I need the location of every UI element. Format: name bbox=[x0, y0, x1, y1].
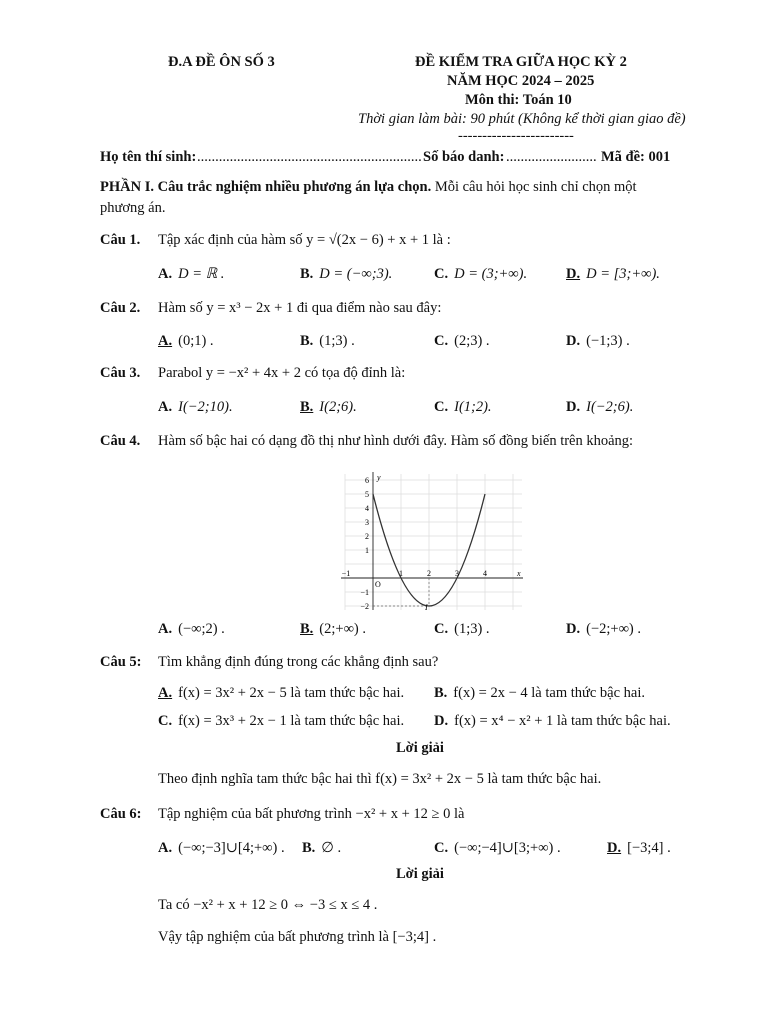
option-text: I(−2;6). bbox=[586, 399, 634, 415]
sbd-dots: ......................... bbox=[506, 149, 597, 165]
parabola-graph bbox=[337, 466, 527, 612]
option-text: (0;1) . bbox=[178, 333, 214, 349]
option-a[interactable] bbox=[158, 266, 224, 283]
x-tick-labels bbox=[342, 569, 487, 578]
option-label: A. bbox=[158, 685, 173, 701]
doc-left-title: Đ.A ĐỀ ÔN SỐ 3 bbox=[168, 54, 275, 70]
part1-instruction-cont: phương án. bbox=[100, 200, 166, 216]
y-tick-label: 3 bbox=[365, 518, 369, 527]
grid bbox=[345, 474, 522, 610]
exam-title: ĐỀ KIỂM TRA GIỮA HỌC KỲ 2 bbox=[415, 54, 627, 70]
option-c[interactable] bbox=[158, 713, 404, 730]
option-label: B. bbox=[434, 685, 448, 701]
x-tick-label: 1 bbox=[399, 569, 403, 578]
part1-intro bbox=[100, 179, 637, 196]
y-tick-label: 6 bbox=[365, 476, 369, 485]
option-text: [−3;4] . bbox=[627, 840, 671, 856]
option-label: B. bbox=[300, 333, 314, 349]
option-text: f(x) = 3x² + 2x − 5 là tam thức bậc hai. bbox=[178, 685, 405, 701]
option-b[interactable] bbox=[434, 685, 645, 702]
option-c[interactable] bbox=[434, 333, 490, 350]
option-text: I(−2;10). bbox=[178, 399, 233, 415]
option-label: B. bbox=[300, 266, 314, 282]
option-text: D = (−∞;3). bbox=[319, 266, 393, 282]
option-text: ∅ . bbox=[321, 840, 342, 856]
option-label: D. bbox=[607, 840, 622, 856]
option-d[interactable] bbox=[566, 333, 630, 350]
question-number: Câu 5: bbox=[100, 654, 142, 670]
option-label: C. bbox=[434, 621, 449, 637]
option-text: D = (3;+∞). bbox=[454, 266, 528, 282]
option-label: A. bbox=[158, 399, 173, 415]
x-tick-label: 2 bbox=[427, 569, 431, 578]
question-number: Câu 4. bbox=[100, 433, 141, 449]
option-a[interactable] bbox=[158, 840, 285, 857]
question-text: Hàm số y = x³ − 2x + 1 đi qua điểm nào sau đây: bbox=[158, 300, 442, 316]
student-name-dots: .............................................................. bbox=[197, 149, 422, 165]
solution-heading: Lời giải bbox=[396, 866, 444, 882]
option-text: D = [3;+∞). bbox=[586, 266, 660, 282]
option-text: (2;+∞) . bbox=[319, 621, 366, 637]
origin-label: O bbox=[375, 580, 381, 589]
student-name-label: Họ tên thí sinh: bbox=[100, 149, 197, 165]
exam-code: Mã đề: 001 bbox=[601, 149, 671, 165]
question-number: Câu 6: bbox=[100, 806, 142, 822]
option-text: (−∞;−4]∪[3;+∞) . bbox=[454, 840, 561, 856]
option-label: C. bbox=[434, 333, 449, 349]
option-d-correct[interactable] bbox=[607, 840, 671, 857]
part1-instruction: Mỗi câu hỏi học sinh chỉ chọn một bbox=[431, 179, 637, 195]
option-text: D = ℝ . bbox=[178, 266, 225, 282]
option-label: A. bbox=[158, 333, 173, 349]
header-divider: ------------------------ bbox=[458, 128, 574, 144]
y-tick-labels bbox=[360, 476, 369, 611]
option-text: (−1;3) . bbox=[586, 333, 630, 349]
question-text: Tập nghiệm của bất phương trình −x² + x + 12 ≥ 0 là bbox=[158, 806, 465, 822]
option-text: I(2;6). bbox=[319, 399, 357, 415]
school-year: NĂM HỌC 2024 – 2025 bbox=[447, 73, 595, 89]
question-text: Tìm khẳng định đúng trong các khẳng định sau? bbox=[158, 654, 439, 670]
option-text: (−∞;−3]∪[4;+∞) . bbox=[178, 840, 285, 856]
option-label: D. bbox=[434, 713, 449, 729]
question-text: Parabol y = −x² + 4x + 2 có tọa độ đỉnh là: bbox=[158, 365, 406, 381]
option-b[interactable] bbox=[300, 266, 392, 283]
solution-heading: Lời giải bbox=[396, 740, 444, 756]
question-number: Câu 1. bbox=[100, 232, 141, 248]
option-text: (2;3) . bbox=[454, 333, 490, 349]
option-c[interactable] bbox=[434, 840, 561, 857]
y-axis-label: y bbox=[377, 473, 381, 482]
option-text: f(x) = 2x − 4 là tam thức bậc hai. bbox=[453, 685, 646, 701]
option-b-correct[interactable] bbox=[300, 399, 357, 416]
option-b-correct[interactable] bbox=[300, 621, 366, 638]
subject: Môn thi: Toán 10 bbox=[465, 92, 572, 108]
solution-text: Theo định nghĩa tam thức bậc hai thì f(x) = 3x² + 2x − 5 là tam thức bậc hai. bbox=[158, 771, 602, 787]
option-label: B. bbox=[300, 399, 314, 415]
option-text: I(1;2). bbox=[454, 399, 492, 415]
option-d[interactable] bbox=[434, 713, 671, 730]
x-tick-label: 3 bbox=[455, 569, 459, 578]
option-d-correct[interactable] bbox=[566, 266, 660, 283]
option-label: C. bbox=[158, 713, 173, 729]
option-text: (−∞;2) . bbox=[178, 621, 225, 637]
option-c[interactable] bbox=[434, 399, 492, 416]
solution-text: Vậy tập nghiệm của bất phương trình là [−3;4] . bbox=[158, 929, 437, 945]
option-label: D. bbox=[566, 333, 581, 349]
question-number: Câu 3. bbox=[100, 365, 141, 381]
sbd-label: Số báo danh: bbox=[423, 149, 505, 165]
y-tick-label: 4 bbox=[365, 504, 369, 513]
option-label: C. bbox=[434, 266, 449, 282]
option-text: (−2;+∞) . bbox=[586, 621, 641, 637]
option-label: D. bbox=[566, 621, 581, 637]
x-tick-label: −1 bbox=[341, 569, 351, 578]
vertex-label: I bbox=[425, 603, 428, 612]
option-c[interactable] bbox=[434, 621, 490, 638]
y-tick-label: 1 bbox=[365, 546, 369, 555]
option-label: B. bbox=[302, 840, 316, 856]
option-label: D. bbox=[566, 399, 581, 415]
option-label: D. bbox=[566, 266, 581, 282]
option-d[interactable] bbox=[566, 399, 633, 416]
option-a[interactable] bbox=[158, 399, 233, 416]
y-tick-label: −2 bbox=[360, 602, 369, 611]
option-label: C. bbox=[434, 399, 449, 415]
option-text: (1;3) . bbox=[454, 621, 490, 637]
option-a-correct[interactable] bbox=[158, 333, 214, 350]
option-text: f(x) = x⁴ − x² + 1 là tam thức bậc hai. bbox=[454, 713, 671, 729]
option-label: A. bbox=[158, 840, 173, 856]
option-a-correct[interactable] bbox=[158, 685, 404, 702]
option-label: A. bbox=[158, 266, 173, 282]
option-text: f(x) = 3x³ + 2x − 1 là tam thức bậc hai. bbox=[178, 713, 405, 729]
option-c[interactable] bbox=[434, 266, 527, 283]
part1-title: PHẦN I. Câu trắc nghiệm nhiều phương án lựa chọn. bbox=[100, 179, 432, 195]
question-number: Câu 2. bbox=[100, 300, 141, 316]
option-b[interactable] bbox=[302, 840, 341, 857]
y-tick-label: −1 bbox=[360, 588, 369, 597]
x-axis-label: x bbox=[517, 569, 521, 578]
option-label: A. bbox=[158, 621, 173, 637]
option-label: B. bbox=[300, 621, 314, 637]
question-text: Tập xác định của hàm số y = √(2x − 6) + x + 1 là : bbox=[158, 232, 451, 248]
option-a[interactable] bbox=[158, 621, 225, 638]
y-tick-label: 5 bbox=[365, 490, 369, 499]
solution-text: Ta có −x² + x + 12 ≥ 0 ⇔ −3 ≤ x ≤ 4 . bbox=[158, 897, 378, 913]
option-d[interactable] bbox=[566, 621, 641, 638]
question-text: Hàm số bậc hai có dạng đồ thị như hình dưới đây. Hàm số đồng biến trên khoảng: bbox=[158, 433, 634, 449]
option-label: C. bbox=[434, 840, 449, 856]
option-text: (1;3) . bbox=[319, 333, 355, 349]
option-b[interactable] bbox=[300, 333, 355, 350]
y-tick-label: 2 bbox=[365, 532, 369, 541]
x-tick-label: 4 bbox=[483, 569, 487, 578]
exam-time: Thời gian làm bài: 90 phút (Không kể thời gian giao đề) bbox=[358, 111, 686, 127]
